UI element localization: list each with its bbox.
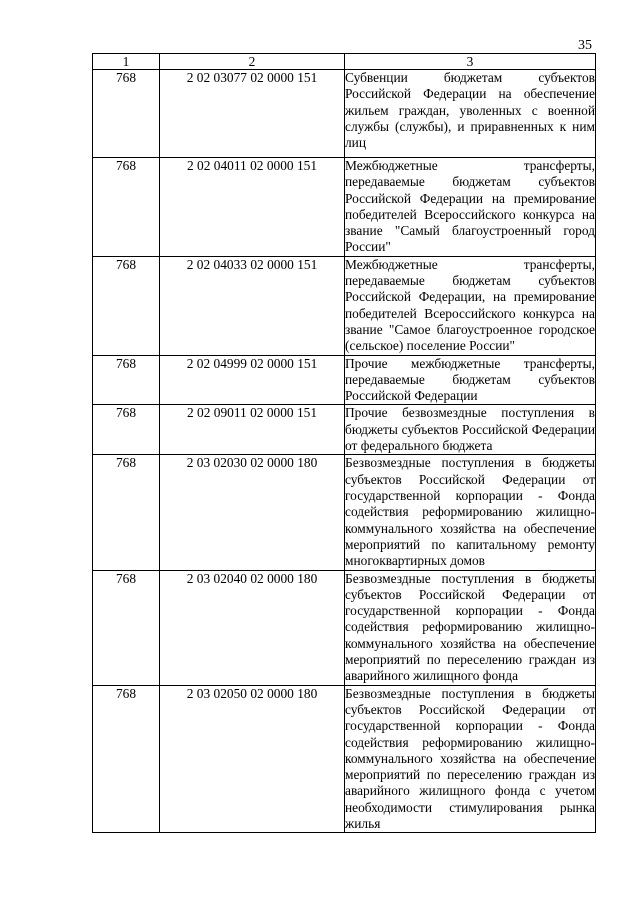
table-body <box>93 70 596 833</box>
admin-code-cell: 768 <box>93 405 160 455</box>
table-row <box>93 355 596 405</box>
description-cell: Безвозмездные поступления в бюджеты субъектов Российской Федерации от государственной корпорации - Фонда содействия реформированию жилищно-коммунального хозяйства на обеспечение мероприятий по капитальному ремонту многоквартирных домов <box>345 455 595 569</box>
table-row <box>93 455 596 570</box>
budget-code-cell: 2 02 04011 02 0000 151 <box>160 158 345 257</box>
header-col-3: 3 <box>345 54 596 70</box>
admin-code-cell: 768 <box>93 455 160 570</box>
description-cell: Прочие межбюджетные трансферты, передаваемые бюджетам субъектов Российской Федерации <box>345 355 595 404</box>
table-header <box>93 54 596 70</box>
header-col-1: 1 <box>93 54 160 70</box>
budget-code-cell: 2 02 09011 02 0000 151 <box>160 405 345 455</box>
table-row <box>93 405 596 455</box>
description-cell: Безвозмездные поступления в бюджеты субъектов Российской Федерации от государственной корпорации - Фонда содействия реформированию жилищно-коммунального хозяйства на обеспечение мероприятий по переселению граждан из аварийного жилищного фонда <box>345 570 595 684</box>
header-col-2: 2 <box>160 54 345 70</box>
description-cell: Межбюджетные трансферты, передаваемые бюджетам субъектов Российской Федерации на премирование победителей Всероссийского конкурса на звание "Самый благоустроенный город России" <box>345 158 595 255</box>
description-cell: Безвозмездные поступления в бюджеты субъектов Российской Федерации от государственной корпорации - Фонда содействия реформированию жилищно-коммунального хозяйства на обеспечение мероприятий по переселению граждан из аварийного жилищного фонда с учетом необходимости стимулирования рынка жилья <box>345 685 595 831</box>
admin-code-cell: 768 <box>93 256 160 355</box>
budget-code-cell: 2 03 02040 02 0000 180 <box>160 570 345 685</box>
description-cell: Межбюджетные трансферты, передаваемые бюджетам субъектов Российской Федерации, на премирование победителей Всероссийского конкурса на звание "Самое благоустроенное городское (сельское) поселение России" <box>345 256 595 354</box>
description-cell: Субвенции бюджетам субъектов Российской Федерации на обеспечение жильем граждан, уволенных с военной службы (службы), и приравненных к ним лиц <box>345 70 596 158</box>
table-row <box>93 256 596 355</box>
table-row <box>93 70 596 158</box>
admin-code-cell: 768 <box>93 570 160 685</box>
budget-code-cell: 2 02 03077 02 0000 151 <box>160 70 345 158</box>
budget-code-cell: 2 02 04999 02 0000 151 <box>160 355 345 405</box>
page-number: 35 <box>578 38 592 53</box>
table-row <box>93 570 596 685</box>
admin-code-cell: 768 <box>93 158 160 257</box>
table-row <box>93 158 596 257</box>
admin-code-cell: 768 <box>93 685 160 833</box>
admin-code-cell: 768 <box>93 355 160 405</box>
budget-codes-table <box>92 53 596 833</box>
description-cell: Прочие безвозмездные поступления в бюджеты субъектов Российской Федерации от федерального бюджета <box>345 405 595 454</box>
header-row <box>93 54 596 70</box>
budget-code-cell: 2 03 02030 02 0000 180 <box>160 455 345 570</box>
table-row <box>93 685 596 833</box>
admin-code-cell: 768 <box>93 70 160 158</box>
budget-code-cell: 2 03 02050 02 0000 180 <box>160 685 345 833</box>
budget-code-cell: 2 02 04033 02 0000 151 <box>160 256 345 355</box>
